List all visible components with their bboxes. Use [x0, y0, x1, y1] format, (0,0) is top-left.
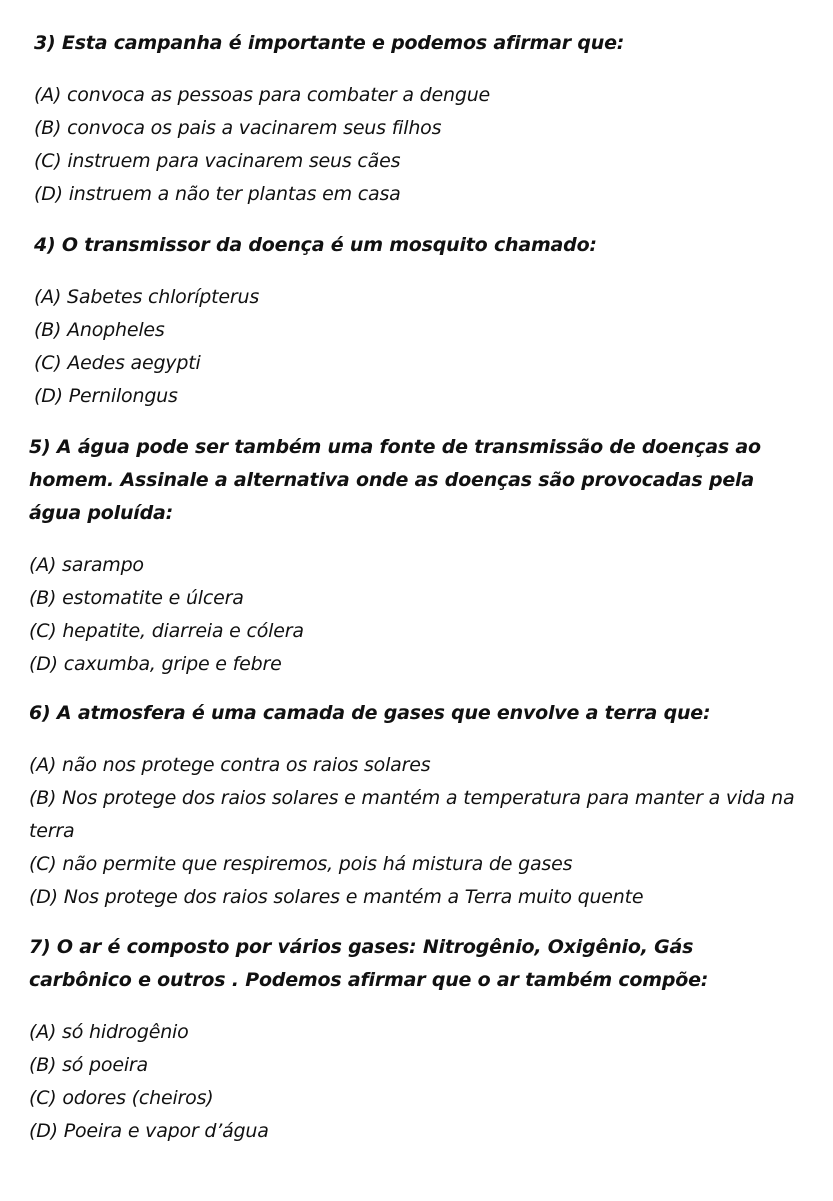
question-3-options [34, 79, 824, 211]
option-3-d: (D) instruem a não ter plantas em casa [34, 183, 401, 205]
option-5-c: (C) hepatite, diarreia e cólera [29, 620, 304, 642]
option-7-a: (A) só hidrogênio [29, 1021, 189, 1043]
question-5-text: 5) A água pode ser também uma fonte de transmissão de doenças ao homem. Assinale a alternativa onde as doenças são provocadas pela água poluída: [29, 436, 761, 524]
option-6-a: (A) não nos protege contra os raios solares [29, 754, 431, 776]
question-4-options [34, 281, 824, 413]
option-4-a: (A) Sabetes chlorípterus [34, 286, 260, 308]
option-3-b: (B) convoca os pais a vacinarem seus filhos [34, 117, 442, 139]
question-6-options [29, 749, 799, 914]
question-4-text: 4) O transmissor da doença é um mosquito chamado: [34, 234, 597, 256]
question-block-5 [29, 431, 799, 681]
option-3-c: (C) instruem para vacinarem seus cães [34, 150, 401, 172]
question-7-options [29, 1016, 799, 1148]
option-7-b: (B) só poeira [29, 1054, 148, 1076]
question-7-text: 7) O ar é composto por vários gases: Nitrogênio, Oxigênio, Gás carbônico e outros . Podemos afirmar que o ar também compõe: [29, 936, 709, 991]
option-6-b: (B) Nos protege dos raios solares e mantém a temperatura para manter a vida na terra [29, 787, 795, 842]
option-4-c: (C) Aedes aegypti [34, 352, 201, 374]
question-block-6 [29, 697, 799, 914]
option-7-c: (C) odores (cheiros) [29, 1087, 214, 1109]
option-5-d: (D) caxumba, gripe e febre [29, 653, 282, 675]
option-6-c: (C) não permite que respiremos, pois há mistura de gases [29, 853, 573, 875]
question-5-options [29, 549, 799, 681]
option-4-d: (D) Pernilongus [34, 385, 178, 407]
option-5-b: (B) estomatite e úlcera [29, 587, 244, 609]
option-5-a: (A) sarampo [29, 554, 144, 576]
option-3-a: (A) convoca as pessoas para combater a dengue [34, 84, 491, 106]
option-4-b: (B) Anopheles [34, 319, 165, 341]
question-block-3 [34, 27, 824, 211]
option-6-d: (D) Nos protege dos raios solares e mantém a Terra muito quente [29, 886, 644, 908]
question-6-text: 6) A atmosfera é uma camada de gases que envolve a terra que: [29, 702, 711, 724]
question-block-4 [34, 229, 824, 413]
option-7-d: (D) Poeira e vapor d’água [29, 1120, 269, 1142]
question-3-text: 3) Esta campanha é importante e podemos afirmar que: [34, 32, 625, 54]
question-block-7 [29, 931, 799, 1148]
